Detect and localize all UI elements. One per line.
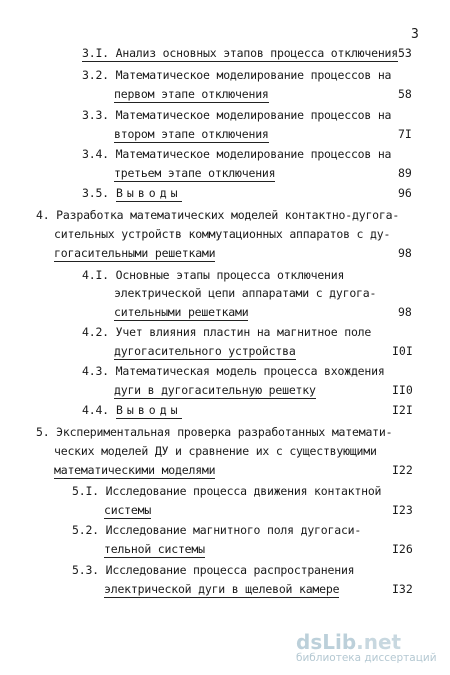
toc-line: 4.I. Основные этапы процесса отключения bbox=[82, 268, 345, 282]
toc-line: 3.3. Математическое моделирование процессов на bbox=[82, 108, 392, 122]
toc-line: 4.2. Учет влияния пластин на магнитное поле bbox=[82, 325, 372, 339]
toc-page: 7I bbox=[398, 127, 412, 141]
toc-line: 3.5. bbox=[82, 186, 109, 200]
toc-line: 3.4. Математическое моделирование процессов на bbox=[82, 147, 392, 161]
watermark-tagline: библиотека диссертаций bbox=[296, 652, 437, 664]
toc-line: 5.2. Исследование магнитного поля дугогаси- bbox=[72, 523, 362, 537]
toc-line: сительных устройств коммутационных аппаратов с ду- bbox=[54, 227, 391, 241]
toc-page: I26 bbox=[392, 542, 413, 556]
toc-line: электрической цепи аппаратами с дугога- bbox=[114, 286, 377, 300]
page-number: 3 bbox=[411, 27, 419, 42]
toc-line: математическими моделями bbox=[54, 463, 216, 477]
toc-line: 3.2. Математическое моделирование процессов на bbox=[82, 68, 392, 82]
toc-line: 4.4. bbox=[82, 403, 109, 417]
toc-line: 4. Разработка математических моделей контактно-дугога- bbox=[36, 208, 400, 222]
toc-line: 4.3. Математическая модель процесса вхождения bbox=[82, 364, 385, 378]
toc-line: гогасительными решетками bbox=[54, 246, 216, 260]
toc-page: I2I bbox=[392, 403, 413, 417]
toc-page: II0 bbox=[392, 383, 413, 397]
toc-line: 5.3. Исследование процесса распространения bbox=[72, 563, 355, 577]
toc-page: 98 bbox=[398, 305, 412, 319]
toc-line: 5.I. Исследование процесса движения контактной bbox=[72, 484, 382, 498]
toc-page: 89 bbox=[398, 166, 412, 180]
toc-line: ческих моделей ДУ и сравнение их с существующими bbox=[54, 444, 377, 458]
toc-page: I0I bbox=[392, 344, 413, 358]
toc-line: дугогасительного устройства bbox=[114, 344, 296, 358]
toc-line: первом этапе отключения bbox=[114, 87, 269, 101]
toc-page: I22 bbox=[392, 463, 413, 477]
watermark-logo-prefix: dsLib bbox=[296, 630, 357, 654]
toc-page: 96 bbox=[398, 186, 412, 200]
toc-page: 58 bbox=[398, 87, 412, 101]
toc-page: 53 bbox=[398, 46, 412, 60]
toc-line: системы bbox=[104, 503, 152, 517]
toc-line: Выводы bbox=[116, 186, 182, 200]
toc-page: 98 bbox=[398, 246, 412, 260]
toc-line: 5. Экспериментальная проверка разработанных математи- bbox=[36, 425, 393, 439]
toc-line: третьем этапе отключения bbox=[114, 166, 276, 180]
toc-line: электрической дуги в щелевой камере bbox=[104, 582, 340, 596]
toc-line: тельной системы bbox=[104, 542, 205, 556]
watermark bbox=[296, 630, 437, 664]
toc-line: втором этапе отключения bbox=[114, 127, 269, 141]
toc-line: дуги в дугогасительную решетку bbox=[114, 383, 316, 397]
toc-page: I23 bbox=[392, 503, 413, 517]
toc-line: Выводы bbox=[116, 403, 182, 417]
toc-line: 3.I. Анализ основных этапов процесса отключения bbox=[82, 46, 399, 60]
toc-line: сительными решетками bbox=[114, 305, 249, 319]
watermark-logo-suffix: .net bbox=[356, 630, 402, 654]
toc-page: I32 bbox=[392, 582, 413, 596]
watermark-logo bbox=[296, 630, 437, 654]
